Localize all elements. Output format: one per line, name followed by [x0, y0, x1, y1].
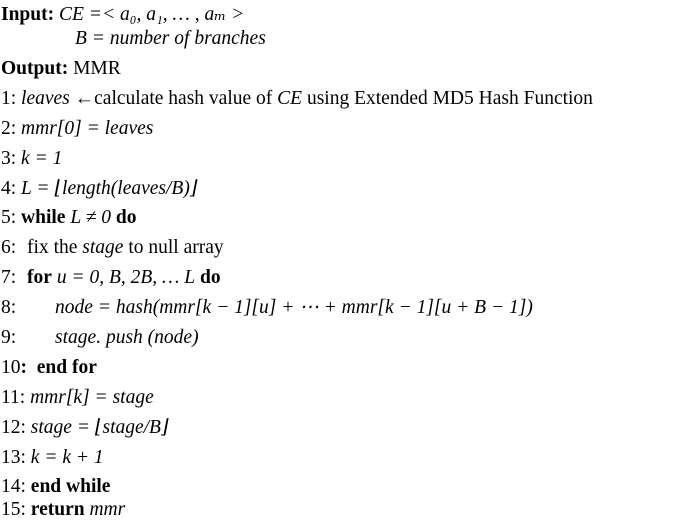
line-number: 5: — [1, 207, 17, 228]
code-text: k = k + 1 — [30, 447, 104, 468]
algo-line-9 — [1, 323, 199, 353]
keyword: do — [115, 207, 137, 228]
line-number: 15: — [1, 499, 26, 520]
line-number: 8: — [1, 297, 17, 318]
keyword: : end for — [20, 357, 97, 378]
code-text: node = hash(mmr[k − 1][u] + ⋯ + mmr[k − 1][u + B − 1]) — [55, 297, 533, 318]
code-text: L ≠ 0 — [70, 207, 112, 228]
line-number: 7: — [1, 267, 17, 288]
algo-line-4 — [1, 174, 197, 204]
algo-line-8 — [1, 293, 533, 323]
plain-text: ←calculate hash value of — [69, 88, 278, 109]
output-value: MMR — [73, 58, 121, 79]
line-number: 4: — [1, 178, 17, 199]
algo-line-2 — [1, 114, 153, 144]
code-text: stage — [82, 237, 124, 258]
algo-line-7 — [1, 263, 221, 293]
algo-line-10 — [1, 353, 97, 383]
line-number: 2: — [1, 118, 17, 139]
output-line — [1, 54, 121, 84]
code-text: mmr — [89, 499, 126, 520]
plain-text: to null array — [123, 237, 224, 258]
keyword: for — [27, 267, 52, 288]
line-number: 11: — [1, 387, 26, 408]
code-text: stage = ⌊stage/B⌋ — [30, 417, 169, 438]
code-text: mmr[k] = stage — [30, 387, 154, 408]
algo-line-12 — [1, 413, 169, 443]
algo-line-6 — [1, 233, 224, 263]
code-text: k = 1 — [21, 148, 63, 169]
code-text: u = 0, B, 2B, … L — [56, 267, 196, 288]
input-b-line — [75, 24, 266, 54]
line-number: 12: — [1, 417, 26, 438]
keyword: end while — [30, 476, 111, 497]
algo-line-11 — [1, 383, 154, 413]
line-number: 1: — [1, 88, 17, 109]
plain-text: fix the — [27, 237, 83, 258]
input-label: Input: — [1, 4, 55, 25]
algo-line-1 — [1, 84, 593, 114]
code-text: leaves — [21, 88, 70, 109]
line-number: 3: — [1, 148, 17, 169]
line-number: 6: — [1, 237, 17, 258]
code-text: CE — [277, 88, 303, 109]
algo-line-5 — [1, 203, 137, 233]
line-number: 10 — [1, 357, 21, 378]
input-b: B = number of branches — [75, 28, 266, 49]
keyword: while — [21, 207, 66, 228]
keyword: do — [200, 267, 221, 288]
output-label: Output: — [1, 58, 69, 79]
code-text: mmr[0] = leaves — [21, 118, 154, 139]
keyword: return — [30, 499, 85, 520]
line-number: 13: — [1, 447, 26, 468]
line-number: 9: — [1, 327, 17, 348]
line-number: 14: — [1, 476, 26, 497]
plain-text: using Extended MD5 Hash Function — [302, 88, 593, 109]
algo-line-13 — [1, 443, 104, 473]
code-text: L = ⌊length(leaves/B)⌋ — [21, 178, 198, 199]
algo-line-3 — [1, 144, 62, 174]
algo-line-15 — [1, 495, 125, 525]
code-text: stage. push (node) — [55, 327, 199, 348]
input-ce: CE =< a₀, a₁, … , aₘ > — [59, 4, 245, 25]
